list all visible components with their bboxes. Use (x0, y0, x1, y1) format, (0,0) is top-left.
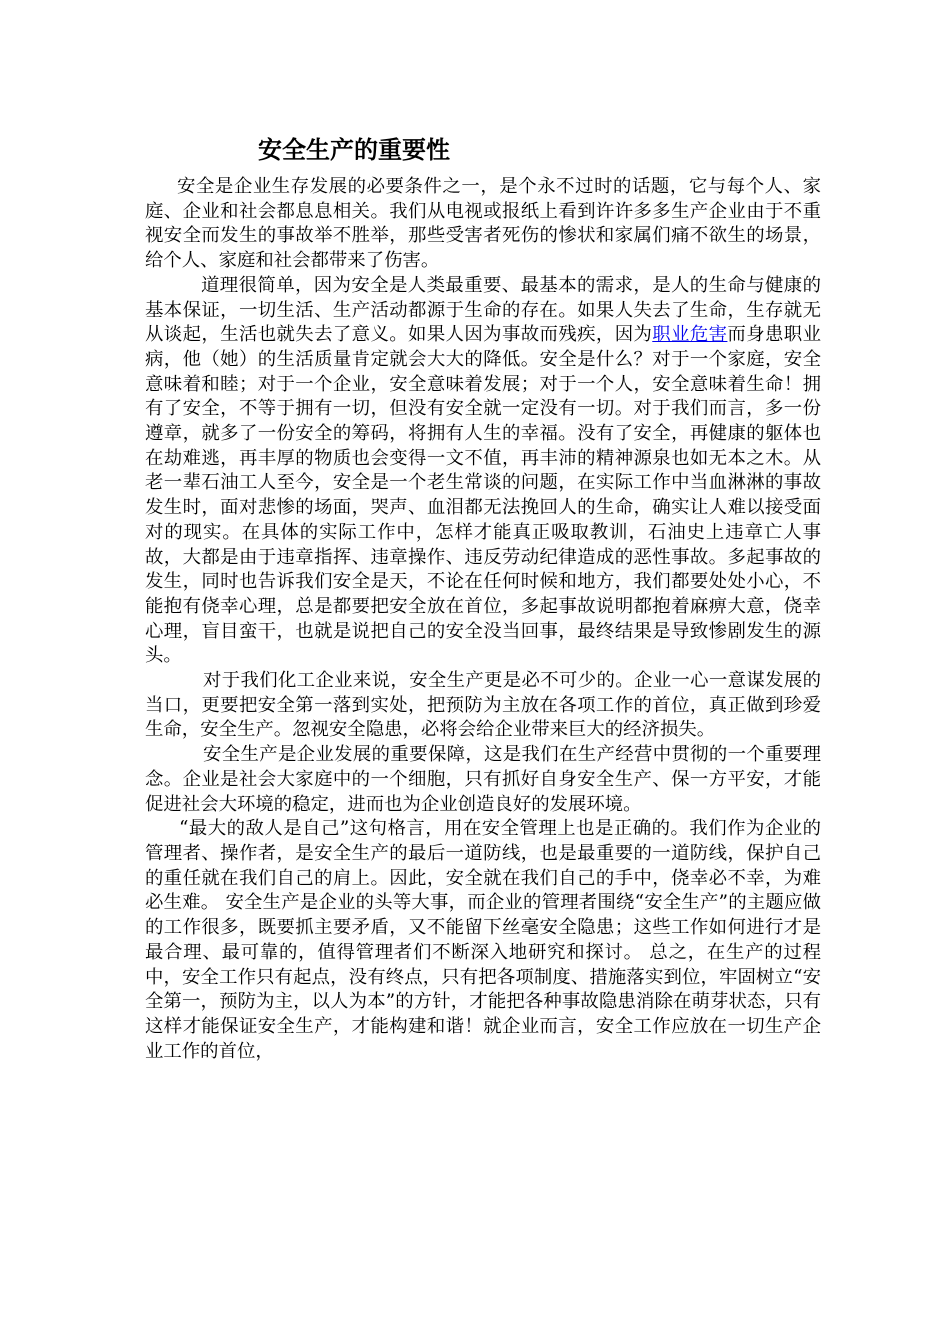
paragraph-2-text-end: 而身患职业病，他（她）的生活质量肯定就会大大的降低。安全是什么？对于一个家庭，安全意味着和睦；对于一个企业，安全意味着发展；对于一个人，安全意味着生命！拥有了安全，不等于拥有一切，但没有安全就一定没有一切。对于我们而言，多一份遵章，就多了一份安全的筹码，将拥有人生的幸福。没有了安全，再健康的躯体也在劫难逃，再丰厚的物质也会变得一文不值，再丰沛的精神源泉也如无本之木。从老一辈石油工人至今，安全是一个老生常谈的问题，在实际工作中当血淋淋的事故发生时，面对悲惨的场面，哭声、血泪都无法挽回人的生命，确实让人难以接受面对的现实。在具体的实际工作中，怎样才能真正吸取教训，石油史上违章亡人事故，大都是由于违章指挥、违章操作、违反劳动纪律造成的恶性事故。多起事故的发生，同时也告诉我们安全是天，不论在任何时候和地方，我们都要处处小心，不能抱有侥幸心理，总是都要把安全放在首位，多起事故说明都抱着麻痹大意，侥幸心理，盲目蛮干，也就是说把自己的安全没当回事，最终结果是导致惨剧发生的源头。 (145, 324, 821, 667)
paragraph-2 (145, 274, 821, 669)
paragraph-1: 安全是企业生存发展的必要条件之一，是个永不过时的话题，它与每个人、家庭、企业和社会都息息相关。我们从电视或报纸上看到许许多多生产企业由于不重视安全而发生的事故举不胜举，那些受害者死伤的惨状和家属们痛不欲生的场景，给个人、家庭和社会都带来了伤害。 (145, 176, 821, 272)
occupational-hazard-link[interactable]: 职业危害 (652, 324, 728, 346)
document-title: 安全生产的重要性 (258, 136, 450, 164)
document-body (145, 175, 821, 1064)
paragraph-3: 对于我们化工企业来说，安全生产更是必不可少的。企业一心一意谋发展的当口，更要把安全第一落到实处，把预防为主放在各项工作的首位，真正做到珍爱生命，安全生产。忽视安全隐患，必将会给企业带来巨大的经济损失。 (145, 670, 821, 741)
paragraph-2-text-start: 道理很简单，因为安全是人类最重要、最基本的需求，是人的生命与健康的基本保证，一切生活、生产活动都源于生命的存在。如果人失去了生命，生存就无从谈起，生活也就失去了意义。如果人因为事故而残疾，因为 (145, 274, 821, 346)
paragraph-5: “最大的敌人是自己”这句格言，用在安全管理上也是正确的。我们作为企业的管理者、操作者，是安全生产的最后一道防线，也是最重要的一道防线，保护自己的重任就在我们自己的肩上。因此，安全就在我们自己的手中，侥幸必不幸，为难必生难。 安全生产是企业的头等大事，而企业的管理者围绕“安全生产”的主题应做的工作很多，既要抓主要矛盾，又不能留下丝毫安全隐患；这些工作如何进行才是最合理、最可靠的，值得管理者们不断深入地研究和探讨。 总之，在生产的过程中，安全工作只有起点，没有终点，只有把各项制度、措施落实到位，牢固树立“安全第一，预防为主，以人为本”的方针，才能把各种事故隐患消除在萌芽状态，只有这样才能保证安全生产，才能构建和谐！就企业而言，安全工作应放在一切生产企业工作的首位， (145, 818, 821, 1062)
paragraph-4: 安全生产是企业发展的重要保障，这是我们在生产经营中贯彻的一个重要理念。企业是社会大家庭中的一个细胞，只有抓好自身安全生产、保一方平安，才能促进社会大环境的稳定，进而也为企业创造良好的发展环境。 (145, 744, 821, 815)
